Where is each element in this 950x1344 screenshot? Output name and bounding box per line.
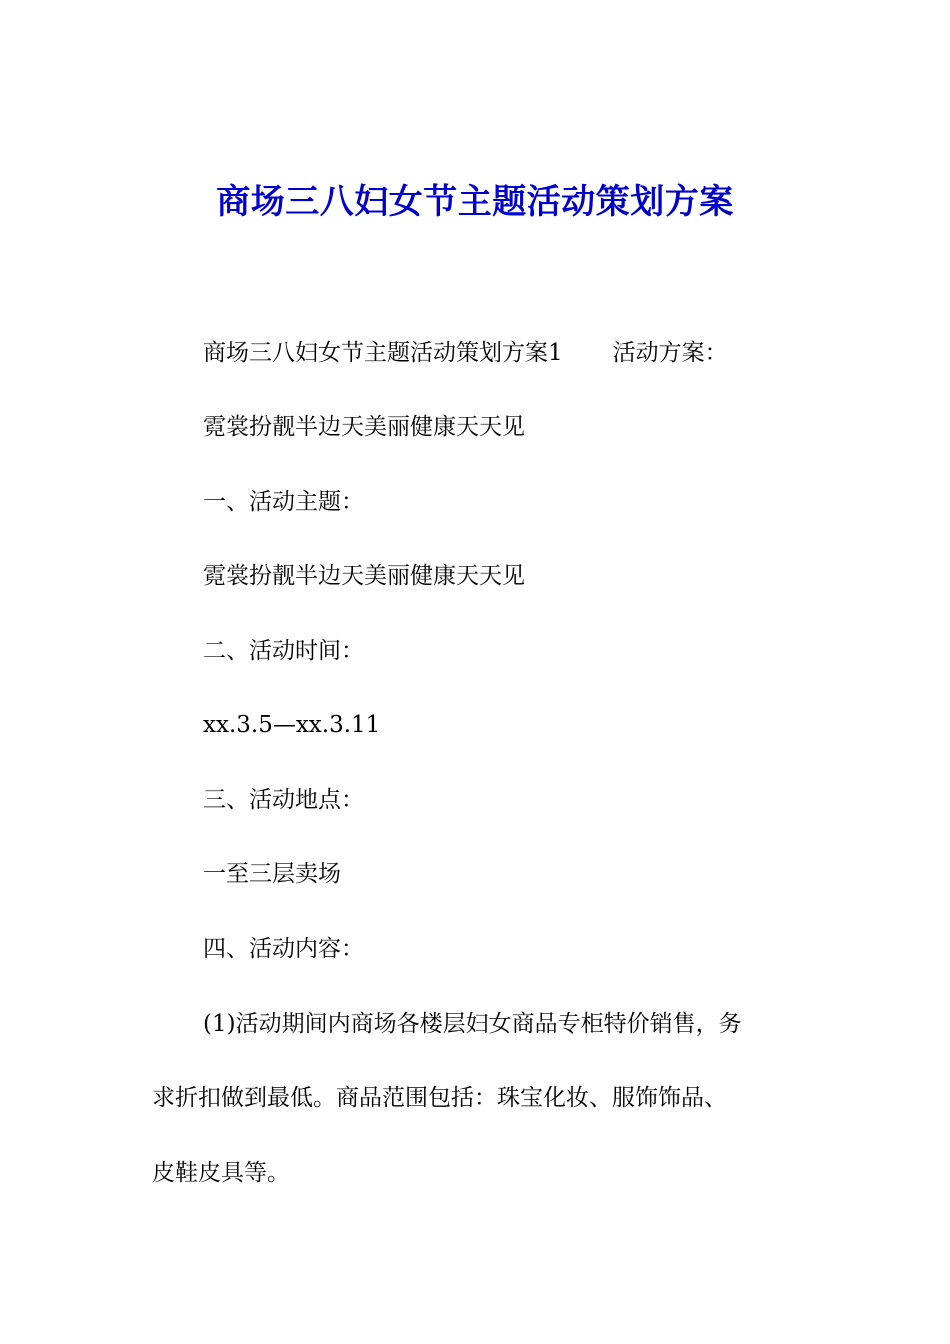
paragraph-line: (1)活动期间内商场各楼层妇女商品专柜特价销售，务	[203, 1011, 742, 1037]
section-heading: 四、活动内容：	[203, 936, 364, 962]
intro-heading: 商场三八妇女节主题活动策划方案1	[203, 340, 563, 366]
intro-label: 活动方案：	[612, 340, 728, 366]
text-line: 霓裳扮靓半边天美丽健康天天见	[203, 414, 525, 440]
document-title: 商场三八妇女节主题活动策划方案	[216, 182, 734, 222]
text-line: xx.3.5—xx.3.11	[203, 712, 381, 738]
section-heading: 一、活动主题：	[203, 489, 364, 515]
paragraph-line: 皮鞋皮具等。	[152, 1160, 290, 1186]
paragraph-line: 求折扣做到最低。商品范围包括：珠宝化妆、服饰饰品、	[152, 1085, 727, 1111]
section-heading: 三、活动地点：	[203, 787, 364, 813]
text-line: 霓裳扮靓半边天美丽健康天天见	[203, 563, 525, 589]
text-line: 一至三层卖场	[203, 861, 341, 887]
intro-line	[203, 336, 728, 370]
section-heading: 二、活动时间：	[203, 638, 364, 664]
